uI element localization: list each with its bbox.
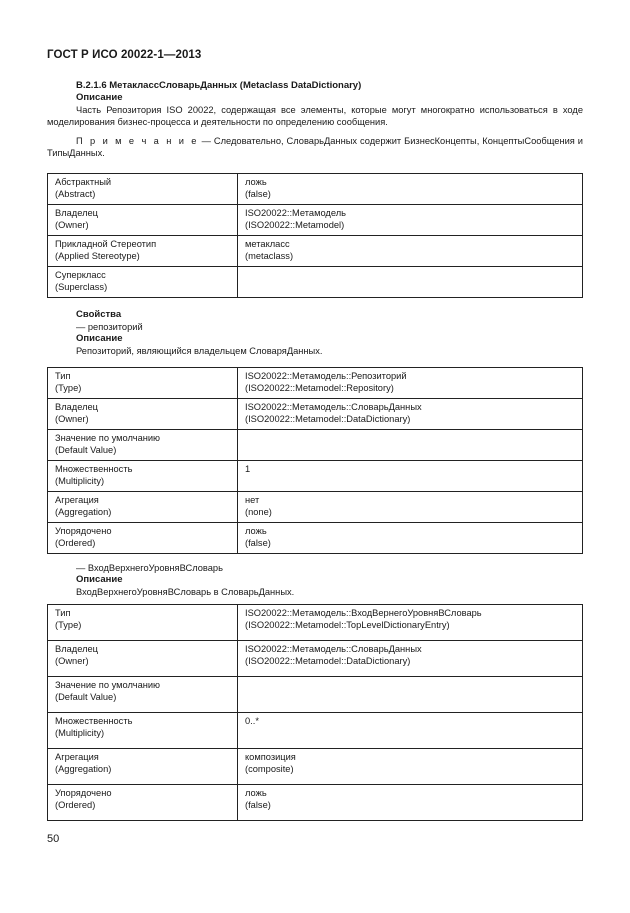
key-en: (Owner) [55,655,89,666]
table-cell-value [238,461,583,492]
table-cell-value [238,236,583,267]
key-en: (Type) [55,382,82,393]
table-row [48,368,583,399]
table-row [48,677,583,713]
table-cell-value [238,785,583,821]
table-cell-key [48,749,238,785]
key-ru: Значение по умолчанию [55,433,161,443]
table-row [48,713,583,749]
table-row [48,785,583,821]
repository-property-table [47,367,583,554]
value-ru: ISO20022::Метамодель [245,208,346,218]
property-description: Репозиторий, являющийся владельцем СловаряДанных. [76,346,323,356]
value-ru: ISO20022::Метамодель::ВходВернегоУровняВСловарь [245,608,482,618]
table-cell-value [238,174,583,205]
table-cell-key [48,605,238,641]
description-heading: Описание [76,92,123,103]
key-ru: Тип [55,371,71,381]
key-en: (Superclass) [55,281,108,292]
table-cell-value [238,492,583,523]
metaclass-properties-table [47,173,583,298]
key-en: (Default Value) [55,691,117,702]
table-cell-value [238,641,583,677]
key-ru: Множественность [55,716,133,726]
key-en: (Ordered) [55,799,96,810]
note-label: П р и м е ч а н и е [76,136,199,146]
table-cell-value [238,605,583,641]
key-ru: Владелец [55,402,99,412]
value-en: (none) [245,506,272,517]
toplevel-entry-property-table [47,604,583,821]
value-ru: ложь [245,177,267,187]
key-ru: Значение по умолчанию [55,680,161,690]
value-en: (ISO20022::Metamodel::TopLevelDictionaryEntry) [245,619,450,630]
table-cell-value [238,523,583,554]
table-row [48,641,583,677]
key-en: (Multiplicity) [55,475,105,486]
table-row [48,749,583,785]
table-row [48,523,583,554]
value-ru: метакласс [245,239,290,249]
key-ru: Агрегация [55,495,99,505]
table-row [48,430,583,461]
table-cell-key [48,641,238,677]
key-ru: Владелец [55,644,99,654]
key-ru: Владелец [55,208,99,218]
table-row [48,174,583,205]
value-en: (ISO20022::Metamodel::Repository) [245,382,394,393]
document-header: ГОСТ Р ИСО 20022-1—2013 [47,49,202,61]
table-cell-key [48,399,238,430]
property-name: — репозиторий [76,322,143,332]
key-en: (Default Value) [55,444,117,455]
table-row [48,492,583,523]
section-title: B.2.1.6 МетаклассСловарьДанных (Metaclass DataDictionary) [76,80,362,91]
property-description: ВходВерхнегоУровняВСловарь в СловарьДанных. [76,587,295,597]
value-en: (composite) [245,763,294,774]
key-ru: Абстрактный [55,177,112,187]
table-cell-key [48,523,238,554]
key-en: (Owner) [55,413,89,424]
key-en: (Type) [55,619,82,630]
table-cell-key [48,677,238,713]
table-cell-key [48,368,238,399]
property-description-heading: Описание [76,574,123,585]
key-ru: Упорядочено [55,526,112,536]
key-en: (Ordered) [55,537,96,548]
property-description-heading: Описание [76,333,123,344]
table-cell-value [238,713,583,749]
value-en: (false) [245,799,271,810]
value-en: (metaclass) [245,250,294,261]
table-cell-key [48,713,238,749]
value-ru: ISO20022::Метамодель::Репозиторий [245,371,407,381]
table-cell-value [238,205,583,236]
properties-heading: Свойства [76,309,122,320]
value-ru: ложь [245,526,267,536]
value-ru: ISO20022::Метамодель::СловарьДанных [245,644,422,654]
value-en: (ISO20022::Metamodel) [245,219,345,230]
key-en: (Aggregation) [55,506,112,517]
table-cell-value [238,749,583,785]
table-row [48,399,583,430]
table-cell-key [48,461,238,492]
table-row [48,461,583,492]
key-en: (Aggregation) [55,763,112,774]
table-row [48,205,583,236]
table-cell-key [48,492,238,523]
key-ru: Множественность [55,464,133,474]
key-en: (Owner) [55,219,89,230]
table-cell-key [48,785,238,821]
key-ru: Тип [55,608,71,618]
key-en: (Abstract) [55,188,96,199]
key-ru: Агрегация [55,752,99,762]
table-cell-key [48,174,238,205]
value-en: (ISO20022::Metamodel::DataDictionary) [245,655,411,666]
table-cell-key [48,236,238,267]
value-en: (ISO20022::Metamodel::DataDictionary) [245,413,411,424]
key-ru: Суперкласс [55,270,106,280]
table-cell-key [48,205,238,236]
table-cell-value [238,430,583,461]
property-name: — ВходВерхнегоУровняВСловарь [76,563,223,573]
table-cell-value [238,399,583,430]
value-ru: нет [245,495,260,505]
description-text: Часть Репозитория ISO 20022, содержащая все элементы, которые могут многократно использоваться в ходе моделирования бизнес-процесса и деятельности по определению сообщения. [47,105,583,127]
value-en: (false) [245,188,271,199]
table-cell-value [238,368,583,399]
value-ru: 0..* [245,716,259,726]
value-ru: композиция [245,752,296,762]
key-en: (Multiplicity) [55,727,105,738]
table-cell-value [238,267,583,298]
page-number: 50 [47,833,60,845]
key-ru: Прикладной Стереотип [55,239,157,249]
table-cell-key [48,430,238,461]
value-ru: ложь [245,788,267,798]
table-cell-value [238,677,583,713]
key-ru: Упорядочено [55,788,112,798]
note-paragraph [47,135,583,159]
value-ru: ISO20022::Метамодель::СловарьДанных [245,402,422,412]
note-text: — Следовательно, СловарьДанных содержит БизнесКонцепты, КонцептыСообщения и ТипыДанных. [47,136,583,158]
table-row [48,605,583,641]
table-row [48,267,583,298]
table-cell-key [48,267,238,298]
table-row [48,236,583,267]
value-en: (false) [245,537,271,548]
key-en: (Applied Stereotype) [55,250,140,261]
value-ru: 1 [245,464,251,474]
